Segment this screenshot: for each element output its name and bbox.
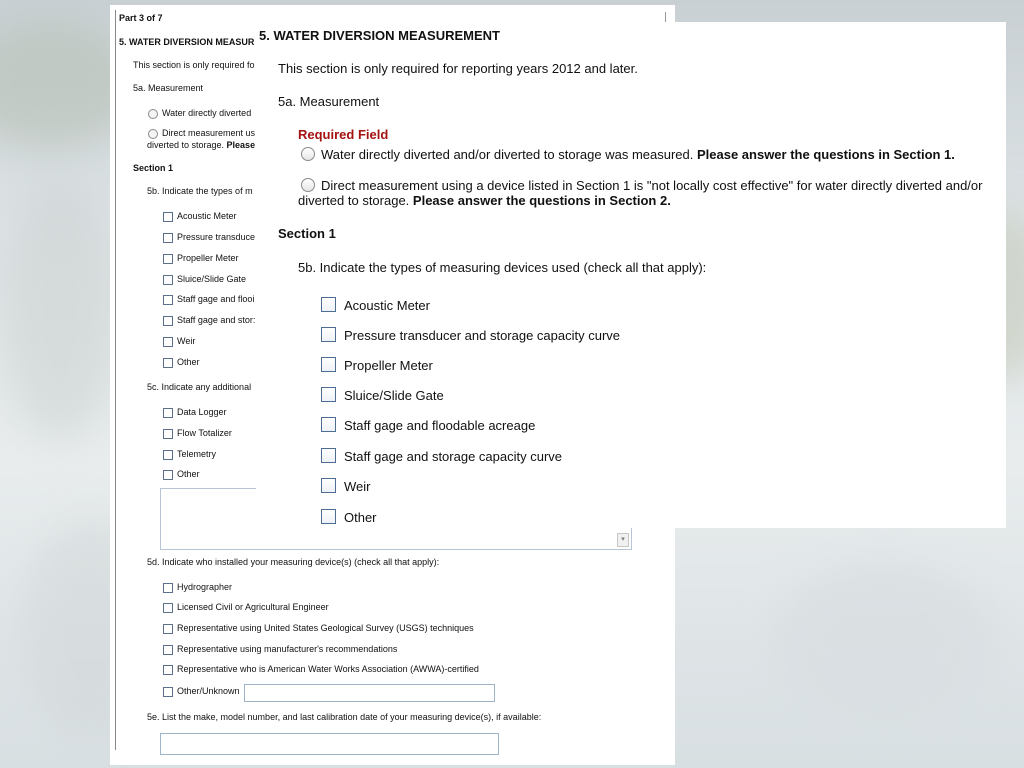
checkbox[interactable] — [163, 470, 173, 480]
scroll-down-icon[interactable]: ▾ — [617, 533, 629, 547]
checkbox-pressure-transducer[interactable]: Pressure transducer and storage capacity curve — [321, 327, 620, 343]
checkbox-item[interactable]: Representative who is American Water Works Association (AWWA)-certified — [163, 664, 479, 675]
checkbox-item[interactable]: Representative using United States Geological Survey (USGS) techniques — [163, 623, 474, 634]
checkbox-weir[interactable]: Weir — [321, 478, 370, 494]
checkbox-acoustic-meter[interactable]: Acoustic Meter — [321, 297, 430, 313]
checkbox[interactable] — [163, 429, 173, 439]
checkbox-item[interactable]: Staff gage and flooi — [163, 294, 254, 305]
checkbox-item[interactable]: Sluice/Slide Gate — [163, 274, 246, 285]
checkbox[interactable] — [321, 387, 336, 402]
checkbox[interactable] — [321, 417, 336, 432]
checkbox-item[interactable]: Representative using manufacturer's recommendations — [163, 644, 397, 655]
checkbox[interactable] — [321, 509, 336, 524]
checkbox-item[interactable]: Licensed Civil or Agricultural Engineer — [163, 602, 329, 613]
zoomed-form-panel — [256, 22, 1006, 528]
radio-button[interactable] — [301, 178, 315, 192]
checkbox-item[interactable]: Flow Totalizer — [163, 428, 232, 439]
question-5b: 5b. Indicate the types of measuring devices used (check all that apply): — [298, 260, 707, 275]
measurement-label: 5a. Measurement — [278, 94, 380, 109]
checkbox-item[interactable]: Propeller Meter — [163, 253, 239, 264]
radio-option-not-cost-effective[interactable]: Direct measurement us — [148, 128, 255, 139]
checkbox-item[interactable]: Pressure transduce — [163, 232, 255, 243]
section-intro: This section is only required for reporting years 2012 and later. — [278, 61, 638, 76]
checkbox-staff-gage-floodable[interactable]: Staff gage and floodable acreage — [321, 417, 535, 433]
required-field-label: Required Field — [298, 127, 389, 142]
section-1-heading: Section 1 — [278, 226, 336, 241]
radio-option-line2: diverted to storage. Please answer the questions in Section 2. — [298, 193, 671, 208]
page-left-border — [115, 10, 116, 750]
checkbox[interactable] — [163, 316, 173, 326]
checkbox[interactable] — [321, 357, 336, 372]
checkbox-item[interactable]: Hydrographer — [163, 582, 232, 593]
background-cloud — [774, 560, 994, 720]
measurement-label: 5a. Measurement — [133, 83, 204, 93]
radio-option-not-cost-effective[interactable]: Direct measurement using a device listed in Section 1 is "not locally cost effective" for water directly diverted and/or — [301, 178, 982, 193]
checkbox[interactable] — [163, 687, 173, 697]
checkbox[interactable] — [163, 624, 173, 634]
checkbox[interactable] — [163, 358, 173, 368]
checkbox[interactable] — [321, 478, 336, 493]
checkbox[interactable] — [321, 297, 336, 312]
part-indicator: Part 3 of 7 — [119, 13, 163, 23]
question-5e: 5e. List the make, model number, and last calibration date of your measuring device(s), if available: — [147, 712, 542, 722]
checkbox-staff-gage-storage[interactable]: Staff gage and storage capacity curve — [321, 448, 562, 464]
background-foliage — [0, 180, 120, 440]
checkbox-item[interactable]: Other — [163, 357, 200, 368]
radio-option-line2: diverted to storage. Please — [147, 140, 256, 150]
checkbox[interactable] — [163, 665, 173, 675]
question-5c: 5c. Indicate any additional — [147, 382, 252, 392]
other-unknown-input[interactable] — [244, 684, 495, 702]
checkbox[interactable] — [163, 233, 173, 243]
checkbox-item[interactable]: Staff gage and stor: — [163, 315, 255, 326]
checkbox[interactable] — [163, 450, 173, 460]
checkbox-item[interactable]: Other — [163, 469, 200, 480]
checkbox[interactable] — [163, 295, 173, 305]
checkbox[interactable] — [163, 212, 173, 222]
radio-button[interactable] — [148, 129, 158, 139]
checkbox-item[interactable]: Telemetry — [163, 449, 216, 460]
radio-button[interactable] — [148, 109, 158, 119]
radio-option-measured[interactable]: Water directly diverted — [148, 108, 251, 119]
section-heading: 5. WATER DIVERSION MEASUR — [119, 37, 255, 47]
checkbox-item[interactable]: Weir — [163, 336, 195, 347]
section-1-heading: Section 1 — [133, 163, 174, 173]
checkbox[interactable] — [163, 254, 173, 264]
checkbox[interactable] — [163, 337, 173, 347]
checkbox[interactable] — [163, 583, 173, 593]
checkbox[interactable] — [321, 448, 336, 463]
section-intro: This section is only required fo — [133, 60, 255, 70]
question-5b: 5b. Indicate the types of m — [147, 186, 253, 196]
checkbox-sluice-slide-gate[interactable]: Sluice/Slide Gate — [321, 387, 444, 403]
checkbox-item[interactable]: Data Logger — [163, 407, 227, 418]
radio-option-measured[interactable]: Water directly diverted and/or diverted to storage was measured. Please answer the questions in Section 1. — [301, 147, 955, 162]
checkbox[interactable] — [163, 645, 173, 655]
checkbox-other[interactable]: Other — [321, 509, 377, 525]
checkbox-item[interactable]: Other/Unknown — [163, 686, 240, 697]
checkbox[interactable] — [163, 275, 173, 285]
checkbox-propeller-meter[interactable]: Propeller Meter — [321, 357, 433, 373]
checkbox[interactable] — [163, 603, 173, 613]
section-heading: 5. WATER DIVERSION MEASUREMENT — [259, 28, 501, 43]
question-5d: 5d. Indicate who installed your measuring device(s) (check all that apply): — [147, 557, 440, 567]
radio-button[interactable] — [301, 147, 315, 161]
checkbox[interactable] — [163, 408, 173, 418]
checkbox-item[interactable]: Acoustic Meter — [163, 211, 237, 222]
checkbox[interactable] — [321, 327, 336, 342]
device-details-input[interactable] — [160, 733, 499, 755]
